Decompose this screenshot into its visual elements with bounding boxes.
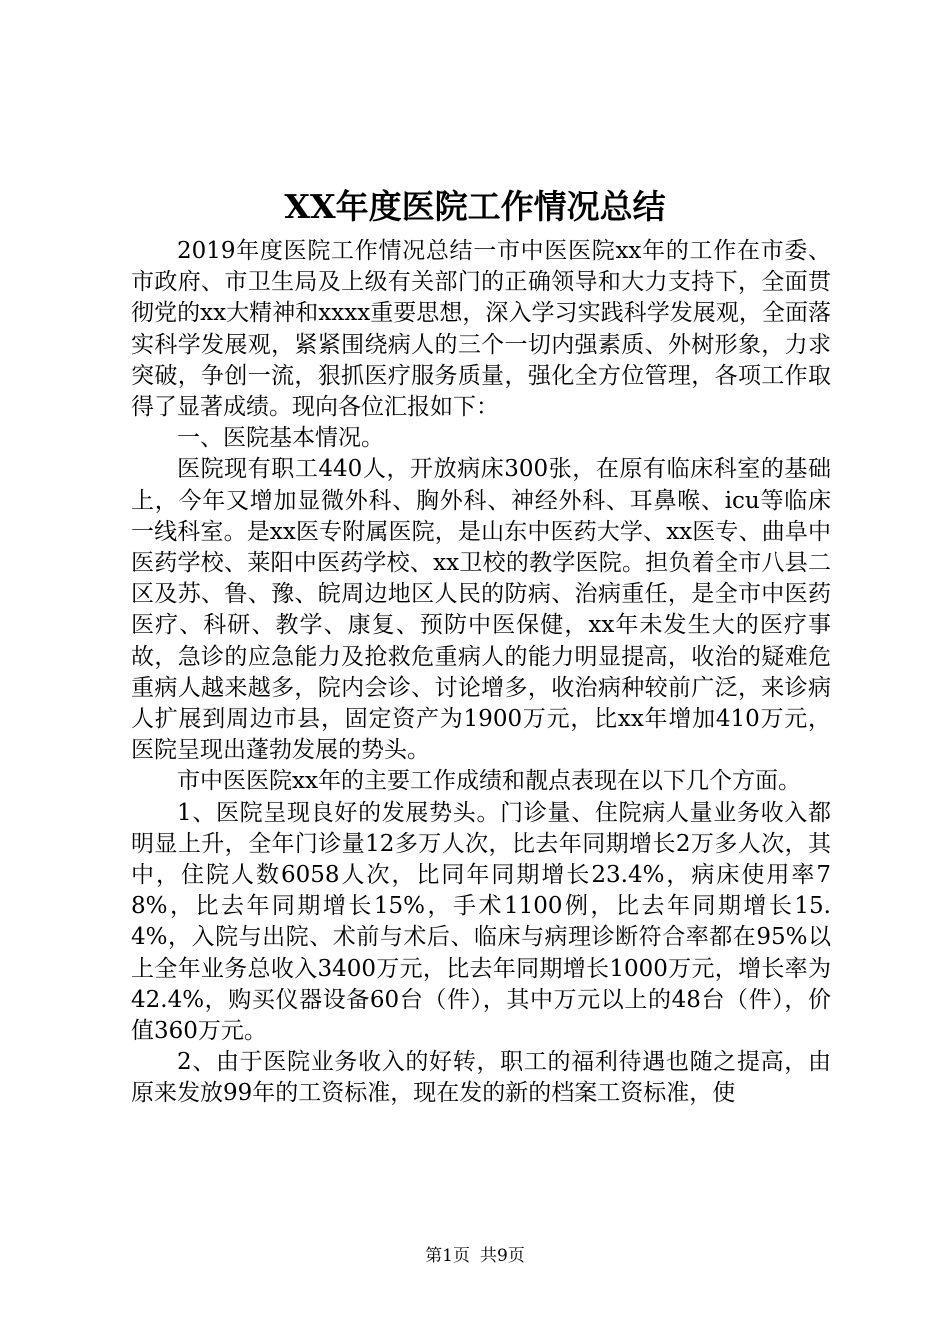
page-number-current: 第1页: [425, 1246, 470, 1266]
paragraph-item-1: 1、医院呈现良好的发展势头。门诊量、住院病人量业务收入都明显上升，全年门诊量12多万人次，比去年同期增长2万多人次，其中，住院人数6058人次，比同年同期增长23.4%，病床使用率78%，比去年同期增长15%，手术1100例，比去年同期增长15.4%，入院与出院、术前与术后、临床与病理诊断符合率都在95%以上全年业务总收入3400万元，比去年同期增长1000万元，增长率为42.4%，购买仪器设备60台（件），其中万元以上的48台（件），价值360万元。: [131, 799, 831, 1045]
paragraph-basic-info: 医院现有职工440人，开放病床300张，在原有临床科室的基础上，今年又增加显微外科、胸外科、神经外科、耳鼻喉、icu等临床一线科室。是xx医专附属医院，是山东中医药大学、xx医专、曲阜中医药学校、莱阳中医药学校、xx卫校的教学医院。担负着全市八县二区及苏、鲁、豫、皖周边地区人民的防病、治病重任，是全市中医药医疗、科研、教学、康复、预防中医保健，xx年未发生大的医疗事故，急诊的应急能力及抢救危重病人的能力明显提高，收治的疑难危重病人越来越多，院内会诊、讨论增多，收治病种较前广泛，来诊病人扩展到周边市县，固定资产为1900万元，比xx年增加410万元，医院呈现出蓬勃发展的势头。: [131, 456, 831, 764]
paragraph-section-heading: 一、医院基本情况。: [177, 425, 384, 452]
page-footer: [0, 1244, 950, 1268]
paragraph-achievements-intro: 市中医医院xx年的主要工作成绩和靓点表现在以下几个方面。: [177, 768, 801, 795]
document-body: [131, 236, 831, 1110]
paragraph-item-2: 2、由于医院业务收入的好转，职工的福利待遇也随之提高，由原来发放99年的工资标准，现在发的新的档案工资标准，使: [131, 1049, 831, 1107]
page-number-total: 共9页: [480, 1246, 525, 1266]
page-title: XX年度医院工作情况总结: [284, 187, 666, 226]
paragraph-intro: 2019年度医院工作情况总结一市中医医院xx年的工作在市委、市政府、市卫生局及上级有关部门的正确领导和大力支持下，全面贯彻党的xx大精神和xxxx重要思想，深入学习实践科学发展观，全面落实科学发展观，紧紧围绕病人的三个一切内强素质、外树形象，力求突破，争创一流，狠抓医疗服务质量，强化全方位管理，各项工作取得了显著成绩。现向各位汇报如下：: [131, 238, 831, 421]
